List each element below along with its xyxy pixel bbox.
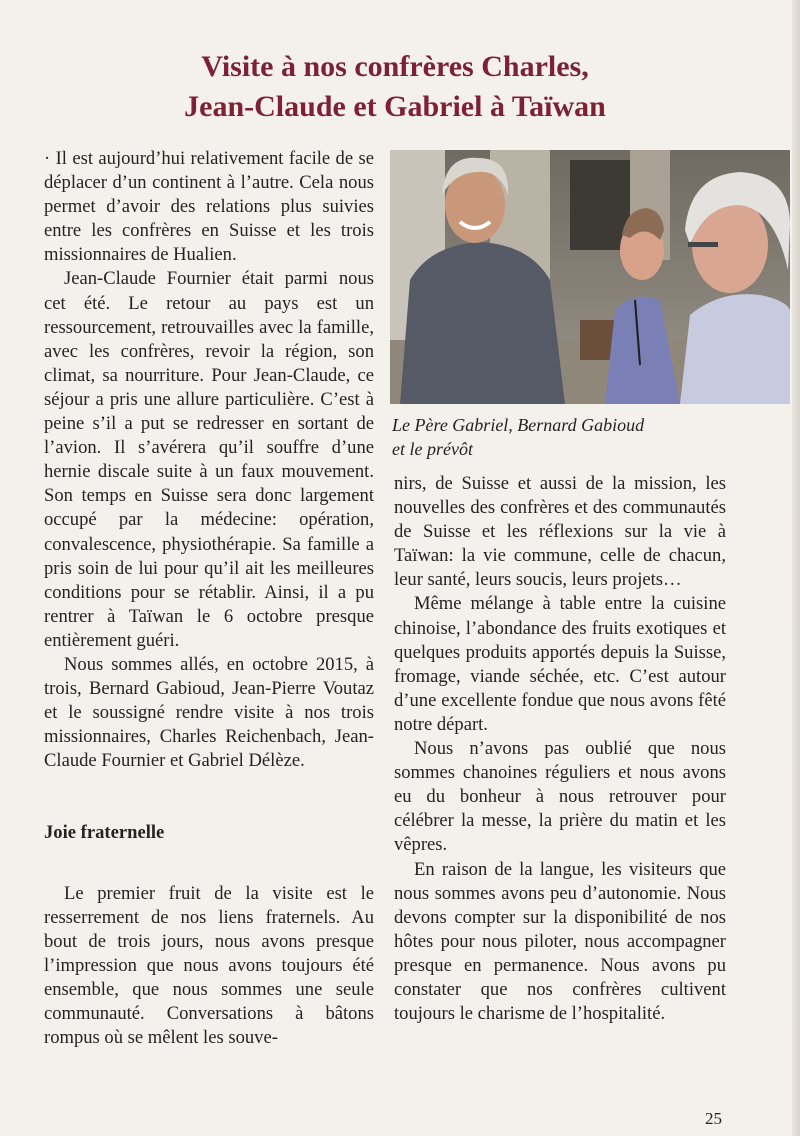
- doorway: [570, 160, 630, 250]
- article-title: [0, 47, 790, 127]
- photo-illustration: [390, 150, 790, 404]
- man-right-shirt: [680, 294, 790, 404]
- paragraph-language: En raison de la langue, les visiteurs que nous sommes avons peu d’autonomie. Nous devons compter sur la disponibilité de nos hôtes pour nous piloter, nous accompagner presque en permanence. Nous avons pu constater que nos confrères cultivent toujours le charisme de l’hospitalité.: [394, 858, 726, 1025]
- page-number: 25: [705, 1109, 722, 1128]
- title-line-2: Jean-Claude et Gabriel à Taïwan: [184, 90, 606, 123]
- paragraph-intro: · Il est aujourd’hui relativement facile de se déplacer d’un continent à l’autre. Cela nous permet d’avoir des relations plus suivies entre les confrères en Suisse et les trois missionnaires de Hualien.: [44, 148, 374, 266]
- right-column: [394, 472, 726, 1026]
- caption-line-1: Le Père Gabriel, Bernard Gabioud: [392, 415, 645, 435]
- section-heading: Joie fraternelle: [44, 822, 165, 844]
- paragraph-souvenirs: nirs, de Suisse et aussi de la mission, les nouvelles des confrères et des communautés de Suisse et les réflexions sur la vie à Taïwan: la vie commune, celle de chacun, leur santé, leurs soucis, leurs projets…: [394, 473, 726, 591]
- photo: [390, 150, 790, 404]
- caption-line-2: et le prévôt: [392, 439, 473, 459]
- paragraph-jean-claude: Jean-Claude Fournier était parmi nous cet été. Le retour au pays est un ressourcement, retrouvailles avec la famille, avec les confrères, revoir la région, son climat, sa nourriture. Pour Jean-Claude, ce séjour a pris une allure particulière. C’est à peine s’il a put se redresser en sortant de l’avion. Il s’avérera qu’il souffre d’une hernie discale suite à un faux mouvement. Son temps en Suisse sera donc largement occupé par la médecine: opération, convalescence, physiothérapie. Sa famille a pris soin de lui pour qu’il ait les meilleures conditions pour se rétablir. Ainsi, il a pu rentrer à Taïwan le 6 octobre presque entièrement guéri.: [44, 268, 374, 651]
- left-column: [44, 147, 374, 1050]
- title-line-1: Visite à nos confrères Charles,: [201, 50, 589, 83]
- paragraph-prayer: Nous n’avons pas oublié que nous sommes chanoines réguliers et nous avons eu du bonheur à nous retrouver pour célébrer la messe, la prière du matin et les vêpres.: [394, 738, 726, 856]
- page-edge: [792, 0, 800, 1136]
- paragraph-visit: Nous sommes allés, en octobre 2015, à trois, Bernard Gabioud, Jean-Pierre Voutaz et le soussigné rendre visite à nos trois missionnaires, Charles Reichenbach, Jean-Claude Fournier et Gabriel Délèze.: [44, 653, 374, 772]
- paragraph-first-fruit: Le premier fruit de la visite est le resserrement de nos liens fraternels. Au bout de trois jours, nous avons presque l’impression que nous avons toujours été ensemble, que nous sommes une seule communauté. Conversations à bâtons rompus où se mêlent les souve-: [44, 882, 374, 1049]
- glasses: [688, 242, 718, 247]
- paragraph-table: Même mélange à table entre la cuisine chinoise, l’abondance des fruits exotiques et quelques produits apportés depuis la Suisse, fromage, viande séchée, etc. C’est autour d’une excellente fondue que nous avons fêté notre départ.: [394, 593, 726, 735]
- photo-caption: [392, 413, 722, 461]
